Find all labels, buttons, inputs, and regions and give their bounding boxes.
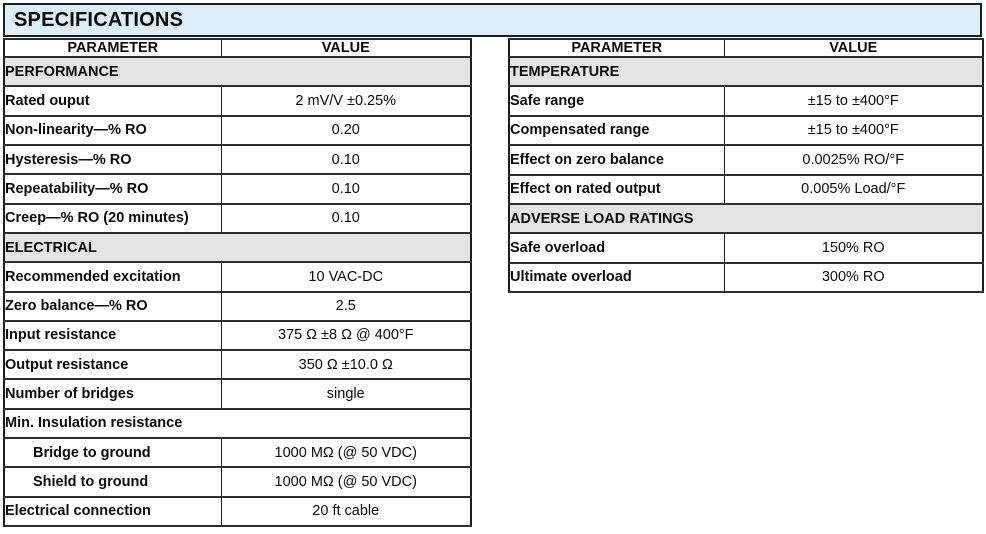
table-row (509, 263, 983, 292)
table-row (4, 262, 471, 291)
parameter-cell: Safe overload (509, 233, 724, 262)
page-title: SPECIFICATIONS (14, 8, 184, 31)
section-header: PERFORMANCE (4, 57, 471, 86)
value-cell: 0.0025% RO/°F (724, 145, 983, 174)
value-cell: ±15 to ±400°F (724, 116, 983, 145)
value-cell: 0.005% Load/°F (724, 175, 983, 204)
value-cell: 350 Ω ±10.0 Ω (221, 350, 471, 379)
value-cell: 0.10 (221, 145, 471, 174)
value-cell: ±15 to ±400°F (724, 86, 983, 115)
group-label: Min. Insulation resistance (4, 409, 471, 438)
parameter-cell: Electrical connection (4, 497, 221, 526)
table-row (509, 175, 983, 204)
parameter-cell: Repeatability—% RO (4, 174, 221, 203)
table-row (4, 86, 471, 115)
section-header: ELECTRICAL (4, 233, 471, 262)
column-header-row (4, 39, 471, 57)
value-cell: 2.5 (221, 292, 471, 321)
section-header: TEMPERATURE (509, 57, 983, 86)
parameter-cell: Effect on rated output (509, 175, 724, 204)
parameter-cell: Zero balance—% RO (4, 292, 221, 321)
parameter-column-header: PARAMETER (509, 39, 724, 57)
table-row (509, 204, 983, 233)
value-cell: 1000 MΩ (@ 50 VDC) (221, 438, 471, 467)
parameter-cell: Ultimate overload (509, 263, 724, 292)
value-column-header: VALUE (724, 39, 983, 57)
value-cell: 300% RO (724, 263, 983, 292)
table-row (509, 145, 983, 174)
value-cell: 0.10 (221, 174, 471, 203)
section-header: ADVERSE LOAD RATINGS (509, 204, 983, 233)
table-row (4, 321, 471, 350)
value-cell: 20 ft cable (221, 497, 471, 526)
value-cell: 150% RO (724, 233, 983, 262)
parameter-cell: Compensated range (509, 116, 724, 145)
parameter-cell: Rated ouput (4, 86, 221, 115)
table-row (4, 204, 471, 233)
value-cell: 1000 MΩ (@ 50 VDC) (221, 467, 471, 496)
table-row (4, 145, 471, 174)
value-column-header: VALUE (221, 39, 471, 57)
parameter-cell: Creep—% RO (20 minutes) (4, 204, 221, 233)
parameter-cell: Output resistance (4, 350, 221, 379)
table-row (4, 174, 471, 203)
value-cell: 375 Ω ±8 Ω @ 400°F (221, 321, 471, 350)
table-row (4, 116, 471, 145)
table-row (4, 467, 471, 496)
table-row (4, 233, 471, 262)
table-row (4, 350, 471, 379)
parameter-cell: Hysteresis—% RO (4, 145, 221, 174)
parameter-column-header: PARAMETER (4, 39, 221, 57)
table-row (4, 57, 471, 86)
table-row (4, 409, 471, 438)
table-row (509, 86, 983, 115)
value-cell: 0.10 (221, 204, 471, 233)
parameter-cell: Bridge to ground (4, 438, 221, 467)
parameter-cell: Effect on zero balance (509, 145, 724, 174)
table-row (509, 57, 983, 86)
value-cell: 2 mV/V ±0.25% (221, 86, 471, 115)
parameter-cell: Shield to ground (4, 467, 221, 496)
table-row (4, 497, 471, 526)
column-header-row (509, 39, 983, 57)
table-row (4, 438, 471, 467)
parameter-cell: Input resistance (4, 321, 221, 350)
table-row (509, 116, 983, 145)
table-row (4, 379, 471, 408)
table-left-body (4, 57, 471, 526)
table-row (509, 233, 983, 262)
parameter-cell: Non-linearity—% RO (4, 116, 221, 145)
specs-table-right (508, 38, 984, 293)
value-cell: single (221, 379, 471, 408)
specifications-title-bar (3, 3, 982, 37)
value-cell: 10 VAC-DC (221, 262, 471, 291)
parameter-cell: Safe range (509, 86, 724, 115)
parameter-cell: Recommended excitation (4, 262, 221, 291)
specs-table-left (3, 38, 472, 527)
table-right-body (509, 57, 983, 292)
parameter-cell: Number of bridges (4, 379, 221, 408)
table-row (4, 292, 471, 321)
value-cell: 0.20 (221, 116, 471, 145)
